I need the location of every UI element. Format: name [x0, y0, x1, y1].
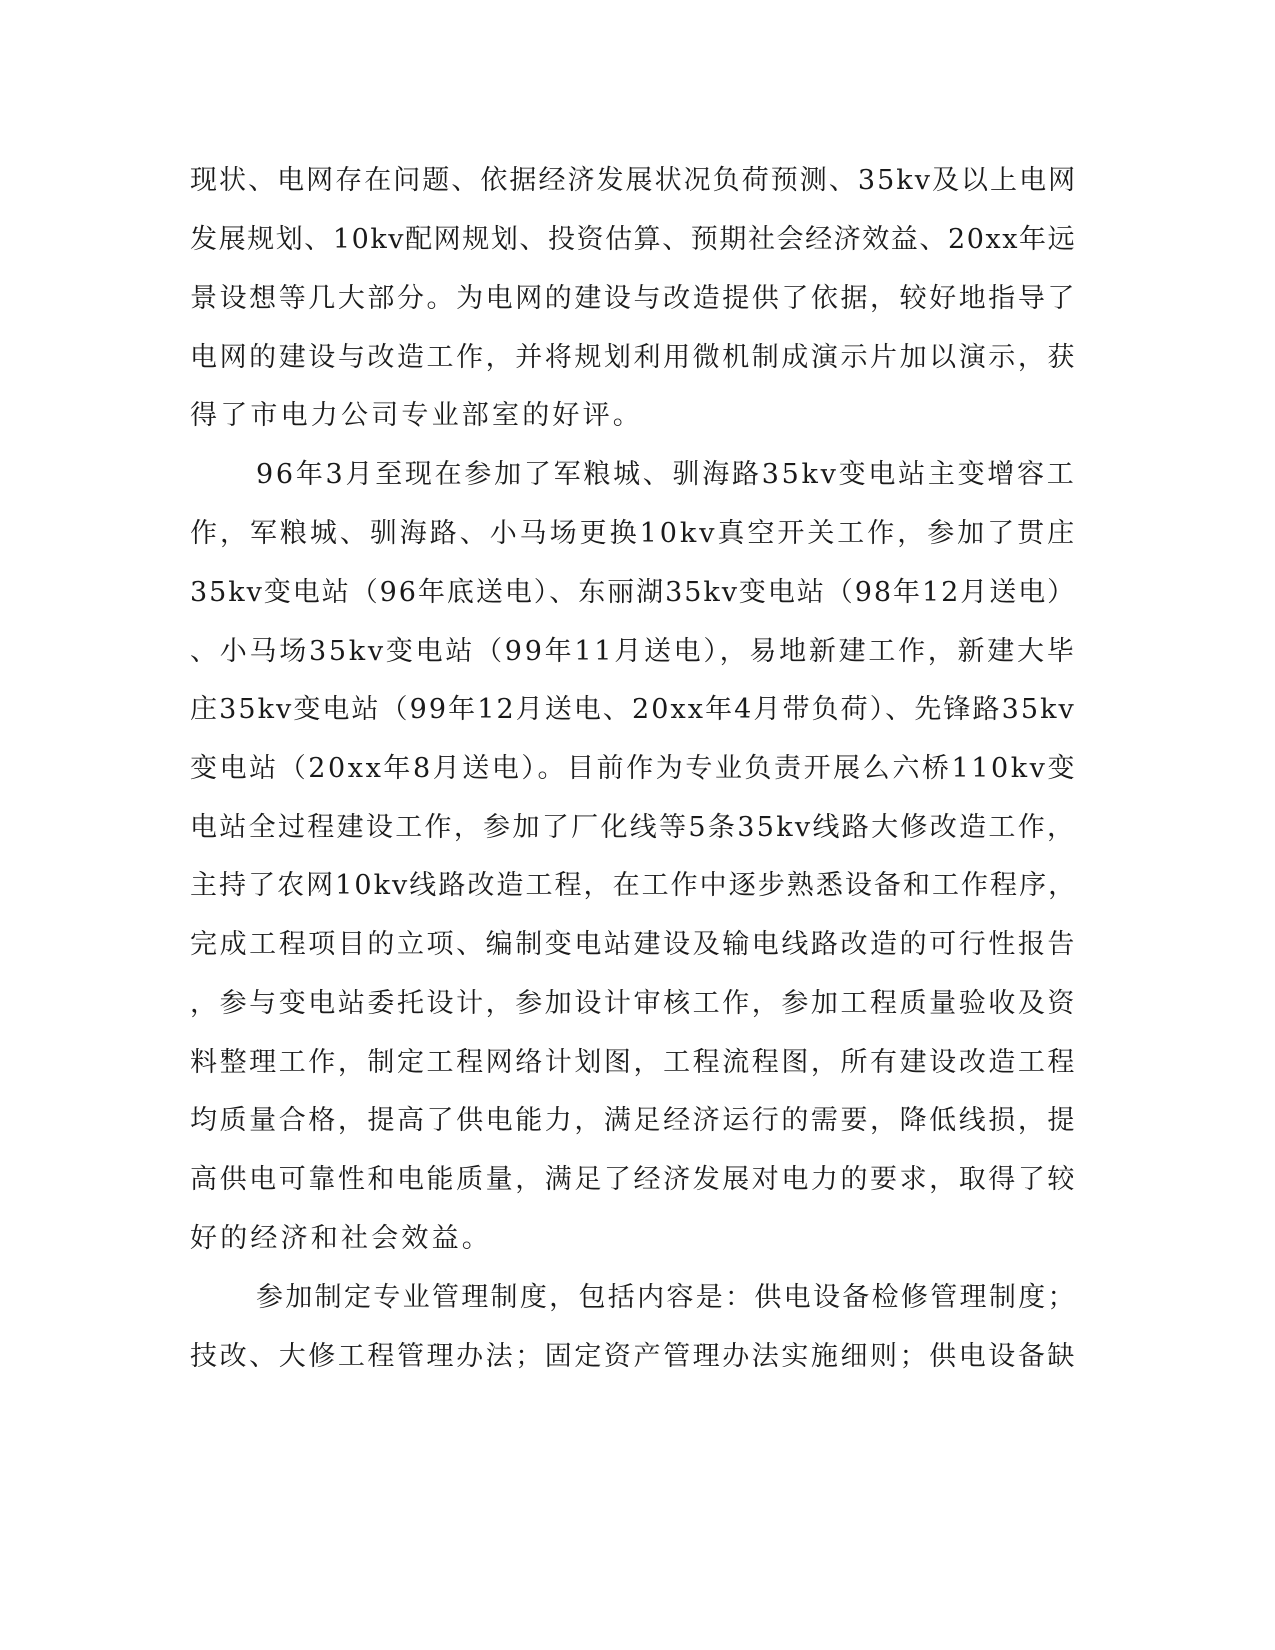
paragraph-2-line-9: 完成工程项目的立项、编制变电站建设及输电线路改造的可行性报告	[190, 929, 1077, 960]
paragraph-2-line-5: 庄35kv变电站（99年12月送电、20xx年4月带负荷）、先锋路35kv	[190, 694, 1076, 725]
paragraph-2-line-11: 料整理工作，制定工程网络计划图，工程流程图，所有建设改造工程	[190, 1047, 1077, 1078]
paragraph-1-line-2: 发展规划、10kv配网规划、投资估算、预期社会经济效益、20xx年远	[190, 224, 1077, 255]
paragraph-3-line-1: 参加制定专业管理制度，包括内容是：供电设备检修管理制度；	[256, 1282, 1077, 1313]
paragraph-2-line-8: 主持了农网10kv线路改造工程，在工作中逐步熟悉设备和工作程序，	[190, 870, 1078, 901]
paragraph-2-line-12: 均质量合格，提高了供电能力，满足经济运行的需要，降低线损，提	[190, 1105, 1077, 1136]
paragraph-2-line-10: ，参与变电站委托设计，参加设计审核工作，参加工程质量验收及资	[190, 988, 1077, 1019]
paragraph-2-line-13: 高供电可靠性和电能质量，满足了经济发展对电力的要求，取得了较	[190, 1164, 1077, 1195]
paragraph-1-line-5: 得了市电力公司专业部室的好评。	[190, 400, 643, 431]
paragraph-2-line-1: 96年3月至现在参加了军粮城、驯海路35kv变电站主变增容工	[256, 459, 1077, 490]
paragraph-1-line-3: 景设想等几大部分。为电网的建设与改造提供了依据，较好地指导了	[190, 283, 1077, 314]
paragraph-3-line-2: 技改、大修工程管理办法；固定资产管理办法实施细则；供电设备缺	[190, 1341, 1077, 1372]
paragraph-2-line-3: 35kv变电站（96年底送电）、东丽湖35kv变电站（98年12月送电）	[190, 577, 1077, 608]
paragraph-1-line-1: 现状、电网存在问题、依据经济发展状况负荷预测、35kv及以上电网	[190, 165, 1078, 196]
paragraph-2-line-4: 、小马场35kv变电站（99年11月送电），易地新建工作，新建大毕	[190, 636, 1077, 667]
paragraph-2-line-6: 变电站（20xx年8月送电）。目前作为专业负责开展么六桥110kv变	[190, 753, 1078, 784]
paragraph-2-line-2: 作，军粮城、驯海路、小马场更换10kv真空开关工作，参加了贯庄	[190, 518, 1078, 549]
paragraph-2-line-7: 电站全过程建设工作，参加了厂化线等5条35kv线路大修改造工作，	[190, 812, 1077, 843]
paragraph-1-line-4: 电网的建设与改造工作，并将规划利用微机制成演示片加以演示，获	[190, 342, 1077, 373]
paragraph-2-line-14: 好的经济和社会效益。	[190, 1223, 492, 1254]
